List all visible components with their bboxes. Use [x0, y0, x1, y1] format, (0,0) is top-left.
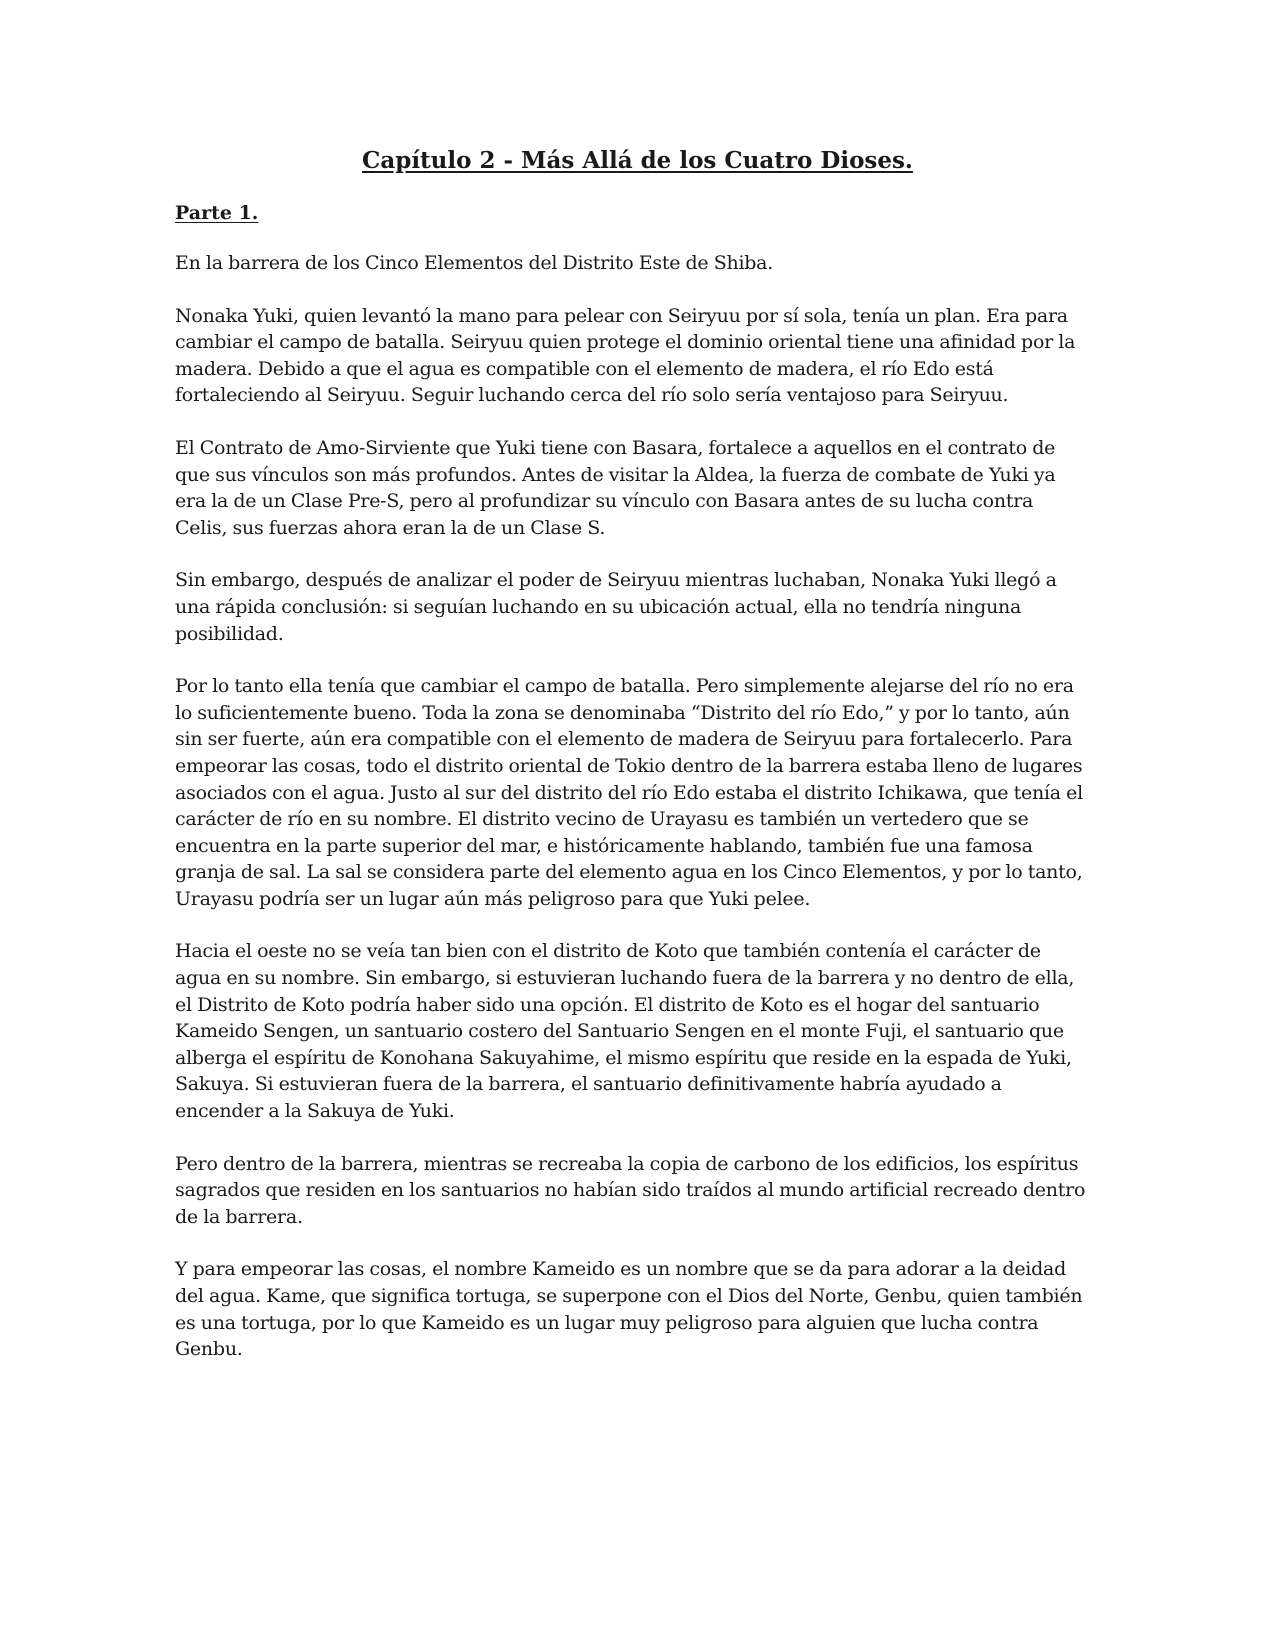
paragraph-4: Sin embargo, después de analizar el poder de Seiryuu mientras luchaban, Nonaka Yuki llegó a una rápida conclusión: si seguían luchando en su ubicación actual, ella no tendría ninguna posibilidad. — [175, 569, 1057, 645]
paragraph-3: El Contrato de Amo-Sirviente que Yuki tiene con Basara, fortalece a aquellos en el contrato de que sus vínculos son más profundos. Antes de visitar la Aldea, la fuerza de combate de Yuki ya era la de un Clase Pre-S, pero al profundizar su vínculo con Basara antes de su lucha contra Celis, sus fuerzas ahora eran la de un Clase S. — [175, 436, 1056, 539]
document-body — [175, 200, 1090, 1389]
chapter-title: Capítulo 2 - Más Allá de los Cuatro Dioses. — [362, 147, 913, 174]
paragraph-8: Y para empeorar las cosas, el nombre Kameido es un nombre que se da para adorar a la deidad del agua. Kame, que significa tortuga, se superpone con el Dios del Norte, Genbu, quien también es una tortuga, por lo que Kameido es un lugar muy peligroso para alguien que lucha contra Genbu. — [175, 1258, 1083, 1361]
paragraph-1: En la barrera de los Cinco Elementos del Distrito Este de Shiba. — [175, 252, 774, 274]
section-heading: Parte 1. — [175, 202, 259, 224]
paragraph-5: Por lo tanto ella tenía que cambiar el campo de batalla. Pero simplemente alejarse del río no era lo suficientemente bueno. Toda la zona se denominaba “Distrito del río Edo,” y por lo tanto, aún sin ser fuerte, aún era compatible con el elemento de madera de Seiryuu para fortalecerlo. Para empeorar las cosas, todo el distrito oriental de Tokio dentro de la barrera estaba lleno de lugares asociados con el agua. Justo al sur del distrito del río Edo estaba el distrito Ichikawa, que tenía el carácter de río en su nombre. El distrito vecino de Urayasu es también un vertedero que se encuentra en la parte superior del mar, e históricamente hablando, también fue una famosa granja de sal. La sal se considera parte del elemento agua en los Cinco Elementos, y por lo tanto, Urayasu podría ser un lugar aún más peligroso para que Yuki pelee. — [175, 675, 1083, 910]
paragraph-2: Nonaka Yuki, quien levantó la mano para pelear con Seiryuu por sí sola, tenía un plan. Era para cambiar el campo de batalla. Seiryuu quien protege el dominio oriental tiene una afinidad por la madera. Debido a que el agua es compatible con el elemento de madera, el río Edo está fortaleciendo al Seiryuu. Seguir luchando cerca del río solo sería ventajoso para Seiryuu. — [175, 304, 1076, 407]
paragraph-6: Hacia el oeste no se veía tan bien con el distrito de Koto que también contenía el carácter de agua en su nombre. Sin embargo, si estuvieran luchando fuera de la barrera y no dentro de ella, el Distrito de Koto podría haber sido una opción. El distrito de Koto es el hogar del santuario Kameido Sengen, un santuario costero del Santuario Sengen en el monte Fuji, el santuario que alberga el espíritu de Konohana Sakuyahime, el mismo espíritu que reside en la espada de Yuki, Sakuya. Si estuvieran fuera de la barrera, el santuario definitivamente habría ayudado a encender a la Sakuya de Yuki. — [175, 940, 1075, 1123]
paragraph-7: Pero dentro de la barrera, mientras se recreaba la copia de carbono de los edificios, los espíritus sagrados que residen en los santuarios no habían sido traídos al mundo artificial recreado dentro de la barrera. — [175, 1152, 1086, 1228]
